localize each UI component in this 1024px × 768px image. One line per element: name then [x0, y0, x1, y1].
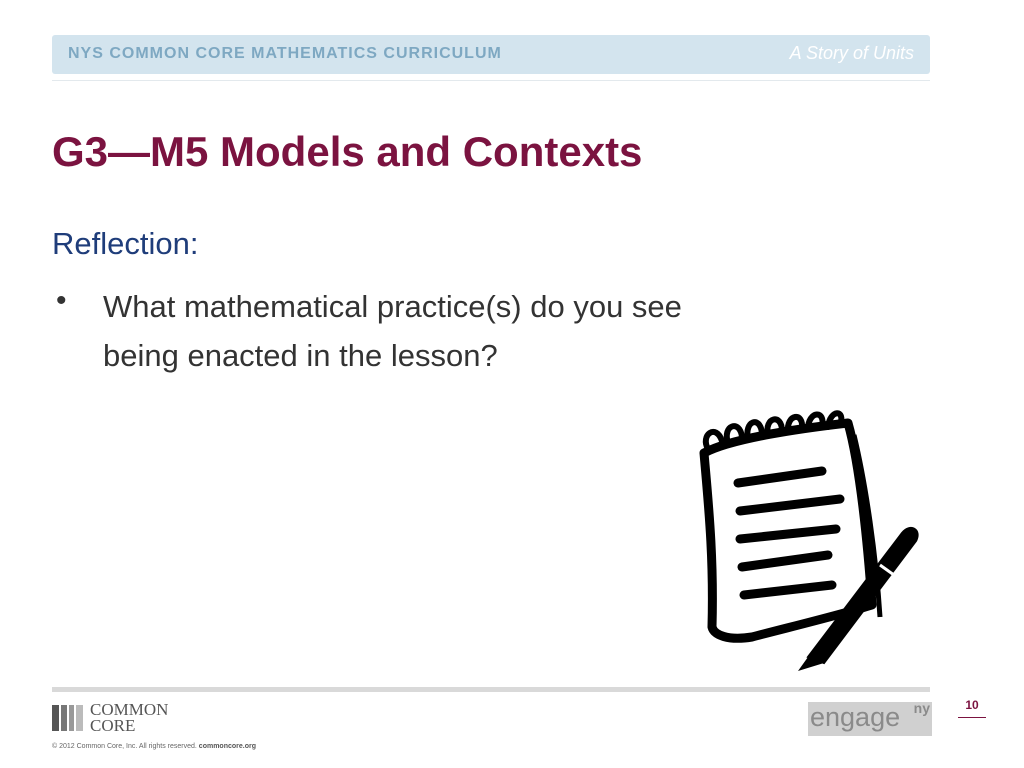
- slide-title: G3—M5 Models and Contexts: [52, 128, 643, 175]
- slide-number-underline: [958, 717, 986, 718]
- engage-wordmark: engage: [810, 702, 901, 732]
- notepad-with-pencil-icon: [690, 405, 930, 675]
- engage-ny-superscript: ny: [913, 700, 930, 716]
- slide-number: 10: [965, 698, 979, 712]
- common-core-wordmark: [90, 702, 168, 734]
- header-bar: [52, 35, 930, 74]
- bullet-marker: •: [56, 284, 67, 317]
- copyright-link[interactable]: commoncore.org: [198, 743, 256, 750]
- copyright-notice: [52, 743, 256, 750]
- copyright-text: © 2012 Common Core, Inc. All rights reserved.: [52, 743, 197, 750]
- footer-divider: [52, 687, 930, 692]
- engageny-logo: [808, 702, 932, 736]
- bullet-item: What mathematical practice(s) do you see being enacted in the lesson?: [103, 289, 682, 373]
- reflection-heading: Reflection:: [52, 226, 199, 261]
- story-label: A Story of Units: [789, 43, 914, 63]
- curriculum-label: NYS COMMON CORE MATHEMATICS CURRICULUM: [68, 45, 502, 62]
- common-core-logo: [52, 700, 192, 735]
- header-divider: [52, 80, 930, 81]
- logo-line-1: COMMON: [90, 700, 169, 719]
- logo-line-2: CORE: [90, 716, 136, 735]
